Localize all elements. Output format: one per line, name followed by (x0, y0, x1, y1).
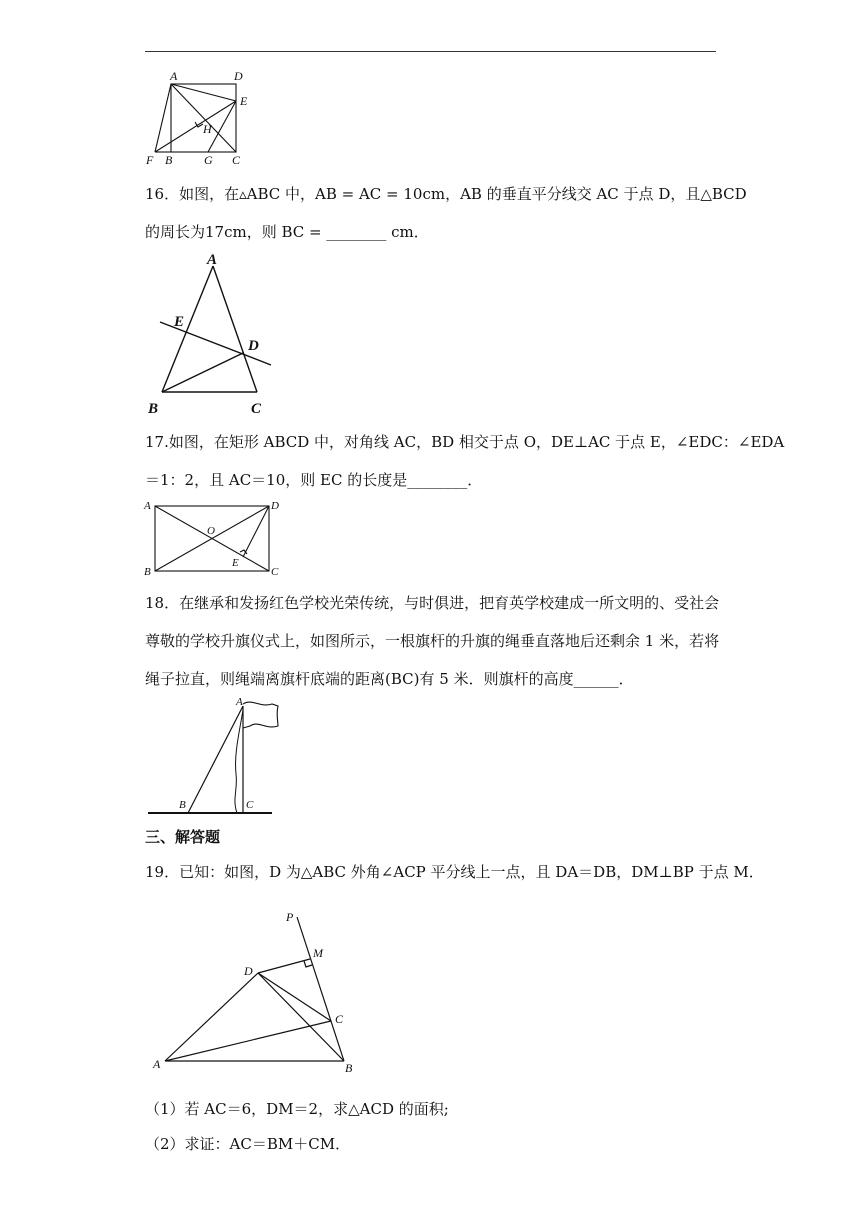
question-18-line-3: 绳子拉直，则绳端离旗杆底端的距离(BC)有 5 米．则旗杆的高度______． (145, 670, 634, 688)
label-A: A (144, 500, 151, 512)
label-C: C (335, 1012, 344, 1026)
question-18-line-2: 尊敬的学校升旗仪式上，如图所示，一根旗杆的升旗的绳垂直落地后还剩余 1 米，若将 (145, 632, 720, 650)
label-A: A (153, 1057, 161, 1071)
question-16 (145, 175, 747, 251)
label-O: O (207, 525, 215, 537)
question-19-part-1: （1）若 AC＝6，DM＝2，求△ACD 的面积; (145, 1100, 449, 1118)
section-heading: 三、解答题 (145, 828, 221, 846)
label-A: A (207, 252, 218, 268)
question-17-line-2: ＝1：2，且 AC＝10，则 EC 的长度是________． (145, 471, 483, 489)
label-B: B (179, 799, 186, 811)
question-16-line-2: 的周长为17cm，则 BC = ________ cm． (145, 223, 429, 241)
figure-q16 (140, 250, 290, 420)
figure-q19 (145, 905, 365, 1080)
question-19 (145, 853, 764, 891)
label-E: E (240, 94, 248, 108)
question-19-stem: 19．已知：如图，D 为△ABC 外角∠ACP 平分线上一点，且 DA＝DB，DM⊥BP 于点 M． (145, 863, 764, 881)
label-C: C (246, 799, 254, 811)
label-B: B (148, 401, 159, 417)
label-D: D (234, 69, 243, 83)
figure-q17 (140, 496, 290, 580)
figure-q15 (140, 66, 270, 172)
label-E: E (174, 314, 185, 330)
question-17 (145, 423, 785, 499)
label-B: B (144, 566, 151, 578)
label-E: E (232, 557, 239, 569)
label-D: D (244, 964, 253, 978)
label-B: B (345, 1061, 353, 1075)
label-C: C (271, 566, 279, 578)
label-H: H (203, 122, 212, 136)
label-A: A (236, 696, 243, 708)
label-D: D (248, 338, 259, 354)
label-M: M (313, 946, 323, 960)
question-18-line-1: 18．在继承和发扬红色学校光荣传统，与时俱进，把育英学校建成一所文明的、受社会 (145, 594, 720, 612)
question-19-part-2: （2）求证：AC＝BM＋CM． (145, 1135, 351, 1153)
header-rule (145, 51, 716, 52)
label-D: D (271, 500, 279, 512)
label-C: C (232, 153, 241, 167)
question-18 (145, 584, 720, 698)
question-17-line-1: 17.如图，在矩形 ABCD 中，对角线 AC，BD 相交于点 O，DE⊥AC 于点 E，∠EDC：∠EDA (145, 433, 785, 451)
label-C: C (251, 401, 262, 417)
label-A: A (170, 69, 178, 83)
label-G: G (204, 153, 213, 167)
question-16-line-1: 16．如图，在▵ABC 中，AB = AC = 10cm，AB 的垂直平分线交 AC 于点 D，且△BCD (145, 185, 747, 203)
label-P: P (286, 910, 294, 924)
label-F: F (146, 153, 154, 167)
label-B: B (165, 153, 173, 167)
figure-q18 (140, 694, 290, 818)
